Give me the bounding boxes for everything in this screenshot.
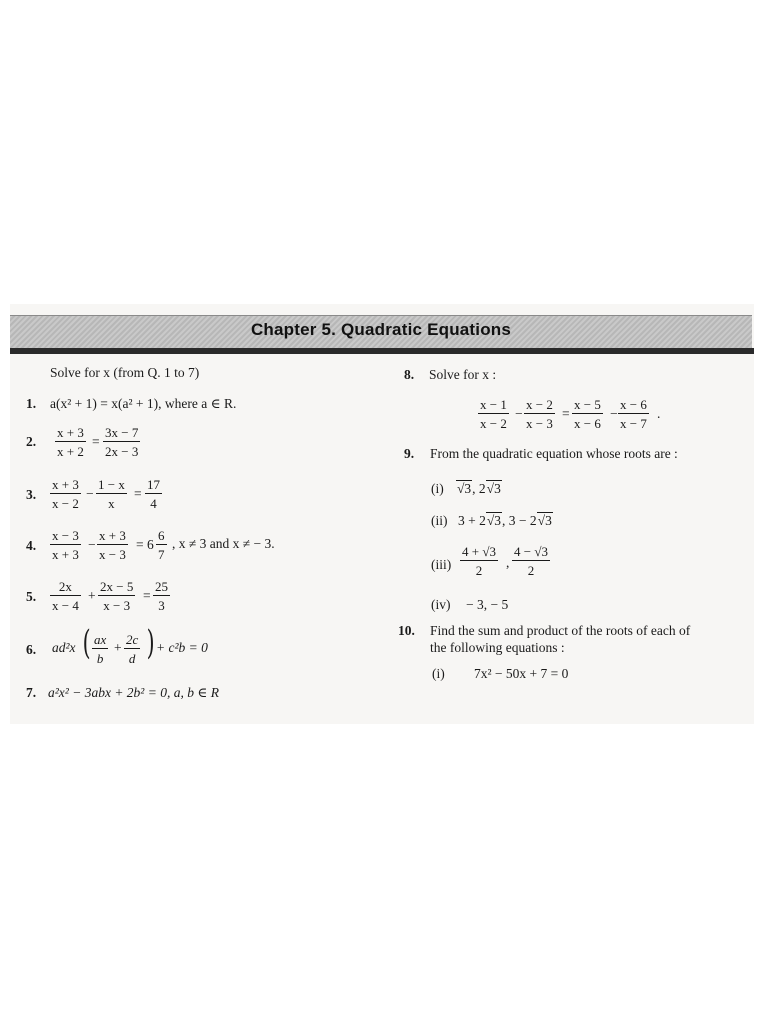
q3-fraction-1: $\frac{x + 3}{x - 2}$ — [52, 477, 79, 511]
q3-minus: − — [86, 486, 94, 501]
chapter-title: Chapter 5. Quadratic Equations — [250, 320, 512, 339]
q2-equals: = — [92, 434, 100, 449]
q5-plus: + — [88, 588, 96, 603]
q5-fraction-3: $\frac{25}{3}$ — [155, 579, 168, 613]
question-9-number: 9. — [404, 446, 415, 461]
question-7-number: 7. — [26, 685, 37, 700]
q4-fraction-2: $\frac{x + 3}{x - 3}$ — [99, 528, 126, 562]
intro-text: Solve for x (from Q. 1 to 7) — [50, 365, 200, 380]
q2-fraction-1: $\frac{x + 3}{x + 2}$ — [57, 425, 84, 459]
chapter-banner — [10, 315, 752, 349]
q9-iii-comma: , — [506, 555, 510, 570]
q6-right-paren: ) — [146, 623, 155, 663]
q9-i-roots: √3, 2√3 — [457, 481, 501, 496]
question-1-equation: a(x² + 1) = x(a² + 1), where a ∈ R. — [50, 396, 237, 411]
question-7-equation: a²x² − 3abx + 2b² = 0, a, b ∈ R — [48, 685, 219, 700]
question-4-number: 4. — [26, 538, 37, 553]
q10-line-1: Find the sum and product of the roots of each of — [430, 623, 691, 638]
q9-iii-fraction-2: $\frac{4 - √3}{2}$ — [514, 544, 548, 578]
q8-period: . — [657, 406, 661, 421]
q6-lead-term: ad²x — [52, 640, 76, 655]
q8-fraction-3: $\frac{x - 5}{x - 6}$ — [574, 397, 601, 431]
q4-minus: − — [88, 537, 96, 552]
q6-fraction-2-values: $\frac{2c}{d}$ — [126, 632, 139, 666]
q6-fraction-1: $\frac{ax}{b}$ — [94, 632, 107, 666]
q5-fraction-1: $\frac{2x}{x - 4}$ — [52, 579, 79, 613]
q6-plus: + — [114, 640, 122, 655]
q8-equals: = — [562, 406, 570, 421]
q8-minus-1: − — [515, 406, 523, 421]
question-10-number: 10. — [398, 623, 415, 638]
q4-condition: , x ≠ 3 and x ≠ − 3. — [172, 536, 275, 551]
question-5-number: 5. — [26, 589, 37, 604]
question-8-number: 8. — [404, 367, 415, 382]
q9-iii-fraction-1: $\frac{4 + √3}{2}$ — [462, 544, 496, 578]
question-2-number: 2. — [26, 434, 37, 449]
q8-fraction-4: $\frac{x - 6}{x - 7}$ — [620, 397, 647, 431]
q10-i-label: (i) — [432, 666, 445, 681]
q4-fraction-3: $\frac{6}{7}$ — [158, 528, 165, 562]
banner-rule — [10, 348, 754, 354]
q5-fraction-2: $\frac{2x - 5}{x - 3}$ — [100, 579, 134, 613]
q4-equals-whole: = 6 — [136, 537, 154, 552]
q9-i-label: (i) — [431, 481, 444, 496]
q8-fraction-2: $\frac{x - 2}{x - 3}$ — [526, 397, 553, 431]
q9-iv-label: (iv) — [431, 597, 451, 612]
q10-i-equation: 7x² − 50x + 7 = 0 — [474, 666, 569, 681]
q9-iii-label: (iii) — [431, 557, 452, 572]
q6-tail: + c²b = 0 — [156, 640, 208, 655]
q9-prompt: From the quadratic equation whose roots are : — [430, 446, 678, 461]
q8-fraction-1: $\frac{x - 1}{x - 2}$ — [480, 397, 507, 431]
q8-prompt: Solve for x : — [429, 367, 497, 382]
question-3-number: 3. — [26, 487, 37, 502]
q6-left-paren: ( — [82, 623, 91, 663]
q3-fraction-2: $\frac{1 - x}{x}$ — [98, 477, 125, 511]
q2-fraction-2: $\frac{3x - 7}{2x - 3}$ — [105, 425, 139, 459]
q10-line-2: the following equations : — [430, 640, 565, 655]
q9-ii-roots: 3 + 2√3, 3 − 2√3 — [458, 513, 552, 528]
q5-equals: = — [143, 588, 151, 603]
q8-minus-2: − — [610, 406, 618, 421]
q3-equals: = — [134, 486, 142, 501]
question-6-number: 6. — [26, 642, 37, 657]
question-1-number: 1. — [26, 396, 37, 411]
q9-ii-label: (ii) — [431, 513, 448, 528]
q9-iv-roots: − 3, − 5 — [466, 597, 509, 612]
q3-fraction-3: $\frac{17}{4}$ — [147, 477, 160, 511]
q4-fraction-1: $\frac{x - 3}{x + 3}$ — [52, 528, 79, 562]
